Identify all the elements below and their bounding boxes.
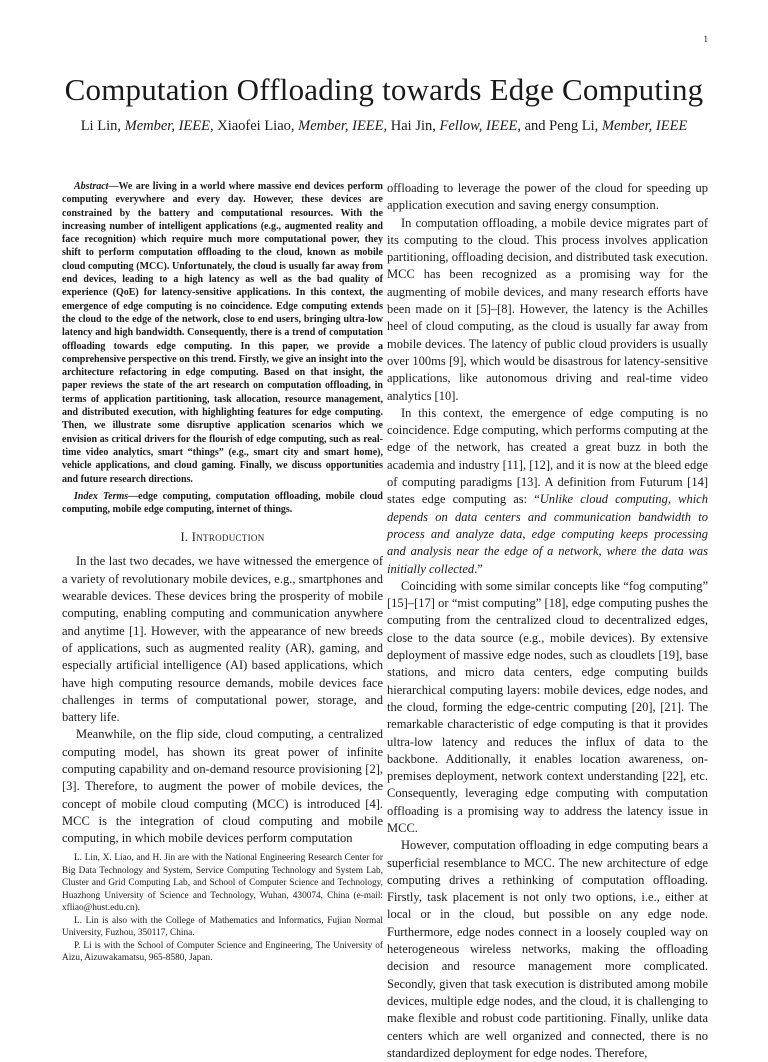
left-column <box>62 180 383 847</box>
index-terms <box>62 490 383 517</box>
index-terms-text: —edge computing, computation offloading, mobile cloud computing, mobile edge computing, internet of things. <box>62 490 383 516</box>
author-name: Li Lin, <box>80 118 121 134</box>
body-paragraph <box>387 405 708 578</box>
body-paragraph: Meanwhile, on the flip side, cloud computing, a centralized computing model, has shown its great power of infinite computing capability and on-demand resource provisioning [2], [3]. Therefore, to augment the power of mobile devices, the concept of mobile cloud computing (MCC) is introduced [4]. MCC is the integration of cloud computing and mobile computing, in which mobile devices perform computation <box>62 727 383 846</box>
body-paragraph: In computation offloading, a mobile device migrates part of its computing to the cloud. This process involves application partitioning, offloading decision, and distributed task execution. MCC has been recognized as a promising way for the augmenting of mobile devices, and many research efforts have been made on it [5]–[8]. However, the latency is the Achilles heel of cloud computing, as the cloud is usually far away from mobile devices. The latency of public cloud providers is usually over 100ms [9], which would be disastrous for latency-sensitive applications, like autonomous driving and real-time video analytics [10]. <box>387 215 708 403</box>
paper-title: Computation Offloading towards Edge Computing <box>64 72 704 107</box>
page-number: 1 <box>703 34 708 44</box>
body-paragraph: Coinciding with some similar concepts like “fog computing” [15]–[17] or “mist computing” [18], edge computing pushes the computing from the centralized cloud to decentralized edges, close to the data source (e.g., mobile devices). By extensive deployment of massive edge nodes, such as cloudlets [19], base stations, and micro data centers, edge computing builds hierarchical computing layers: mobile devices, edge nodes, and the cloud, forming the edge-centric computing [20], [21]. The remarkable characteristic of edge computing is that it provides ultra-low latency and reduces the influx of data to the backbone. Additionally, it enables location awareness, on-premises deployment, network context understanding [22], etc. Consequently, leveraging edge computing with computation offloading is a promising way to address the latency issue in MCC. <box>387 578 708 835</box>
abstract-text: —We are living in a world where massive end devices perform computing everywhere and every day. However, these devices are constrained by the battery and computational resources. With the increasing number of intelligent applications (e.g., augmented reality and face recognition) which require much more computational power, they shift to perform computation offloading to the cloud, known as mobile cloud computing (MCC). Unfortunately, the cloud is usually far away from end devices, leading to a high latency as well as the bad quality of experience (QoE) for latency-sensitive applications. In this context, the emergence of edge computing is no coincidence. Edge computing extends the cloud to the edge of the network, close to end users, bringing ultra-low latency and high bandwidth. Consequently, there is a trend of computation offloading towards edge computing. In this paper, we provide a comprehensive perspective on this trend. Firstly, we give an insight into the architecture refactoring in edge computing. Based on that insight, the paper reviews the state of the art research on computation offloading, in terms of application partitioning, task allocation, resource management, and distributed execution, with highlighting features for edge computing. Then, we illustrate some disruptive application scenarios which we envision as critical drivers for the flourish of edge computing, such as real-time video analytics, smart “things” (e.g., smart city and smart home), vehicle applications, and cloud gaming. Finally, we discuss opportunities and future research directions. <box>62 181 383 485</box>
index-terms-label: Index Terms <box>74 490 129 502</box>
abstract-label: Abstract <box>74 181 109 192</box>
author-name: Hai Jin, <box>390 118 436 134</box>
footnote: L. Lin is also with the College of Mathematics and Informatics, Fujian Normal University, Fuzhou, 350117, China. <box>62 915 383 938</box>
author-role: Member, IEEE, <box>298 118 388 134</box>
footnote: P. Li is with the School of Computer Science and Engineering, The University of Aizu, Aizuwakamatsu, 965-8580, Japan. <box>62 940 383 963</box>
body-paragraph: offloading to leverage the power of the cloud for speeding up application execution and saving energy consumption. <box>387 181 708 213</box>
paragraph-text: In this context, the emergence of edge computing is no coincidence. Edge computing, which performs computing at the edge of the network, has created a great buzz in both the academia and industry [11], [12], and it is now at the bleed edge of computing paradigms [13]. A definition from Futurum [14] states edge computing as: “ <box>387 405 708 507</box>
author-role: Member, IEEE <box>601 118 688 134</box>
author-name: Xiaofei Liao, <box>217 118 295 134</box>
section-heading-introduction: I. Introduction <box>180 530 265 545</box>
definition-quote: Unlike cloud computing, which depends on data centers and communication bandwidth to process and analyze data, edge computing keeps processing and analysis near the edge of a network, where the data was initially collected <box>387 492 708 576</box>
footnotes <box>62 852 383 965</box>
author-name: and Peng Li, <box>524 118 599 134</box>
paragraph-text: .” <box>474 561 483 576</box>
author-list <box>0 118 768 135</box>
footnote: L. Lin, X. Liao, and H. Jin are with the National Engineering Research Center for Big Data Technology and System, Service Computing Technology and System Lab, Cluster and Grid Computing Lab, and School of Computer Science and Technology, Huazhong University of Science and Technology, Wuhan, 430074, China (e-mail: xfliao@hust.edu.cn). <box>62 853 383 913</box>
body-paragraph: However, computation offloading in edge computing bears a superficial resemblance to MCC. The new architecture of edge computing drives a rethinking of computation offloading. Firstly, task placement is not only two options, i.e., either at local or in the cloud, but possible on any edge node. Furthermore, edge nodes connect in a loosely coupled way on heterogeneous wireless networks, making the offloading decision and resource management more complicated. Secondly, given that task execution is distributed among mobile devices, multiple edge nodes, and the cloud, it is challenging to make flexible and robust code partitioning. Finally, unlike data centers which are well organized and connected, there is no standardized deployment for edge nodes. Therefore, <box>387 838 708 1060</box>
right-column <box>387 180 708 1062</box>
author-role: Fellow, IEEE, <box>439 118 521 134</box>
abstract <box>62 180 383 486</box>
author-role: Member, IEEE, <box>124 118 214 134</box>
body-paragraph: In the last two decades, we have witnessed the emergence of a variety of revolutionary mobile devices, e.g., smartphones and wearable devices. These devices bring the prosperity of mobile computing, enabling computing and communication anywhere and anytime [1]. However, with the appearance of new breeds of applications, such as augmented reality (AR), gaming, and especially artificial intelligence (AI) based applications, which have high computing resource demands, mobile devices face challenges in terms of computational power, storage, and battery life. <box>62 554 383 725</box>
